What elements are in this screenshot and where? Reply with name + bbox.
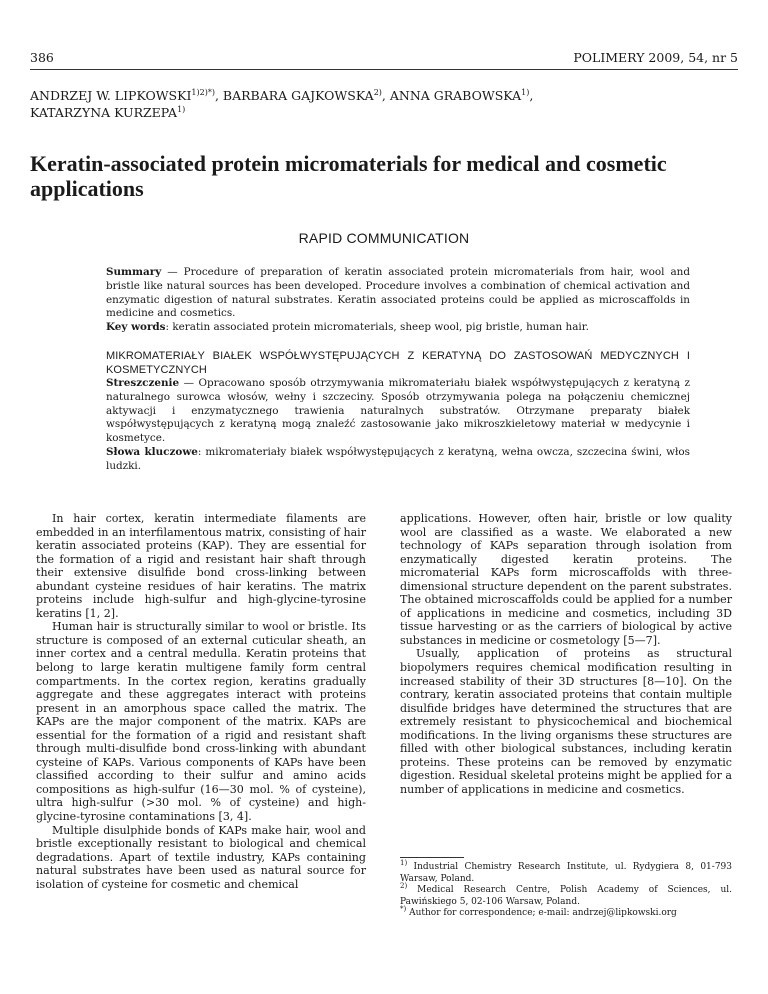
body-paragraph: Human hair is structurally similar to wool or bristle. Its structure is composed of an external cuticular sheath, an inner cortex and a central medulla. Keratin proteins that belong to large keratin multigene family form central compartments. In the cortex region, keratins gradually aggregate and these aggregates interact with proteins present in an amorphous space called the matrix. The KAPs are the major component of the matrix. KAPs are essential for the formation of a rigid and resistant shaft through multi-disulfide bond cross-linking with abundant cysteine of KAPs. Various components of KAPs have been classified according to their sulfur and amino acids compositions as high-sulfur (16—30 mol. % of cysteine), ultra high-sulfur (>30 mol. % of cysteine) and high-glycine-tyrosine contaminations [3, 4]. [36,620,366,824]
keywords-label: Key words [106,321,166,334]
affiliation-mark: 1)2)*) [191,87,215,97]
polish-keywords-text: : mikromateriały białek współwystępujących z keratyną, wełna owcza, szczecina świni, włos ludzki. [106,445,690,472]
author-name: , BARBARA GAJKOWSKA [214,88,374,103]
footnote-mark: 2) [400,882,408,891]
footnote [400,859,732,885]
affiliation-mark: 1) [177,104,186,114]
summary-paragraph [106,266,690,321]
author-name: , ANNA GRABOWSKA [381,88,522,103]
footnotes [400,859,732,920]
footnote [400,882,732,908]
body-paragraph: Usually, application of proteins as structural biopolymers requires chemical modification resulting in increased stability of their 3D structures [8—10]. On the contrary, keratin associated proteins that contain multiple disulfide bridges have determined the structures that are extremely resistant to physicochemical and biochemical modifications. In the living organisms these structures are filled with other biological substances, including keratin proteins. These proteins can be removed by enzymatic digestion. Residual skeletal proteins might be applied for a number of applications in medicine and cosmetics. [400,647,732,796]
author-separator: , [529,88,534,103]
abstract-english [106,266,690,335]
keywords-paragraph [106,321,690,335]
body-paragraph: Multiple disulphide bonds of KAPs make hair, wool and bristle exceptionally resistant to biological and chemical degradations. Apart of textile industry, KAPs containing natural substrates have been used as natural source for isolation of cysteine for cosmetic and chemical [36,823,366,891]
body-column-left [36,512,366,891]
page-number: 386 [30,50,54,65]
streszczenie-label: Streszczenie [106,377,180,389]
footnote-text: Industrial Chemistry Research Institute, ul. Rydygiera 8, 01-793 Warsaw, Poland. [400,862,732,884]
keywords-text: : keratin associated protein micromaterials, sheep wool, pig bristle, human hair. [165,321,589,334]
body-column-right [400,512,732,796]
polish-keywords-paragraph [106,446,690,474]
summary-text: — Procedure of preparation of keratin associated protein micromaterials from hair, wool and bristle like natural sources has been developed. Procedure involves a combination of chemical activation and enzymatic digestion of natural substrates. Keratin associated proteins could be applied as microscaffolds in medicine and cosmetics. [106,266,690,320]
abstract-polish [106,349,690,474]
footnote-mark: *) [400,905,407,914]
footnote-text: Medical Research Centre, Polish Academy of Sciences, ul. Pawińskiego 5, 02-106 Warsaw, Poland. [400,885,732,907]
polish-keywords-label: Słowa kluczowe [106,445,198,458]
author-list [30,87,730,121]
footnote-mark: 1) [400,859,408,867]
streszczenie-text: — Opracowano sposób otrzymywania mikromateriału białek współwystępujących z keratyną z naturalnego surowca włosów, wełny i szczeciny. Sposób otrzymywania polega na połączeniu chemicznej aktywacji i enzymatycznego trawienia naturalnych substratów. Otrzymane preparaty białek współwystępujących z keratyną mogą znaleźć zastosowanie jako mikroszkieletowy materiał w medycynie i kosmetyce. [106,377,690,445]
footnote-text: Author for correspondence; e-mail: andrzej@lipkowski.org [406,908,677,919]
affiliation-mark: 1) [521,87,530,97]
affiliation-mark: 2) [373,87,382,97]
summary-label: Summary [106,266,162,278]
header-rule [30,69,738,70]
article-type-label: RAPID COMMUNICATION [298,230,470,246]
author-name: ANDRZEJ W. LIPKOWSKI [30,88,192,103]
body-paragraph: applications. However, often hair, bristle or low quality wool are classified as a waste. We elaborated a new technology of KAPs separation through isolation from enzymatically digested keratin proteins. The micromaterial KAPs form microscaffolds with three-dimensional structure dependent on the parent substrates. The obtained microscaffolds could be applied for a number of applications in medicine and cosmetics, including 3D tissue harvesting or as the carriers of biological by active substances in medicine or cosmetology [5—7]. [400,512,732,647]
polish-title: MIKROMATERIAŁY BIAŁEK WSPÓŁWYSTĘPUJĄCYCH Z KERATYNĄ DO ZASTOSOWAŃ MEDYCZNYCH I KOSMETYCZNYCH [106,350,690,376]
journal-citation: POLIMERY 2009, 54, nr 5 [573,50,738,65]
footnote [400,905,732,920]
body-paragraph: In hair cortex, keratin intermediate filaments are embedded in an interfilamentous matrix, consisting of hair keratin associated proteins (KAP). They are essential for the formation of a rigid and resistant hair shaft through their extensive disulfide bond cross-linking between abundant cysteine residues of hair keratins. The matrix proteins include high-sulfur and high-glycine-tyrosine keratins [1, 2]. [36,512,366,620]
streszczenie-paragraph [106,377,690,446]
article-title: Keratin-associated protein micromaterials for medical and cosmetic applications [30,151,667,201]
footnote-rule [400,857,464,858]
author-name: KATARZYNA KURZEPA [30,105,178,120]
